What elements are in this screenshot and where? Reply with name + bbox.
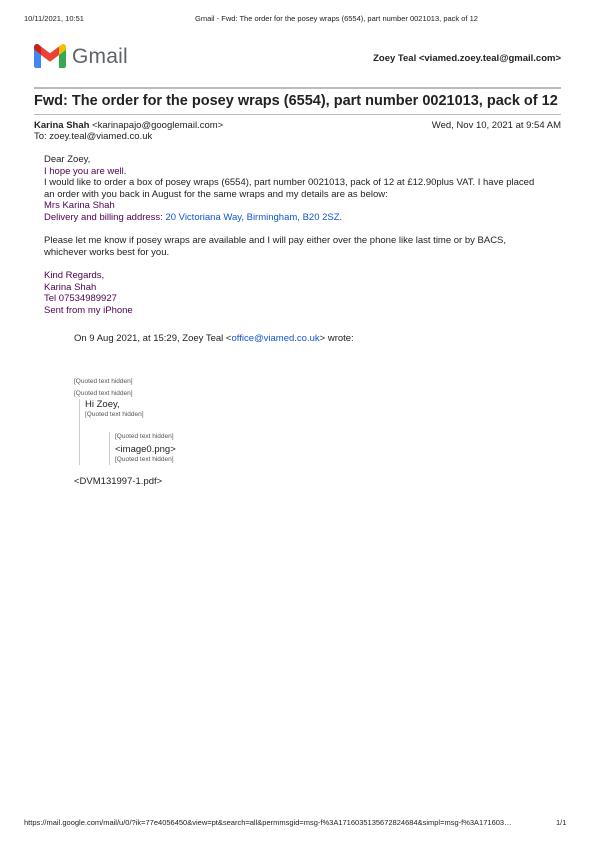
print-footer-page: 1/1 bbox=[556, 818, 567, 827]
quote-bar-outer bbox=[79, 399, 80, 465]
address-city-link[interactable]: Birmingham bbox=[246, 211, 298, 223]
address-label: Delivery and billing address: bbox=[44, 211, 166, 223]
quote-bar-inner bbox=[109, 432, 110, 465]
customer-name: Mrs Karina Shah bbox=[44, 200, 115, 212]
print-page-title: Gmail - Fwd: The order for the posey wraps (6554), part number 0021013, pack of 12 bbox=[195, 14, 478, 23]
quoted-text-hidden-toggle[interactable]: [Quoted text hidden] bbox=[85, 411, 144, 418]
greeting: Dear Zoey, bbox=[44, 154, 91, 165]
address-postcode-link[interactable]: B20 2SZ bbox=[302, 211, 340, 223]
gmail-logo-icon bbox=[34, 44, 66, 68]
email-subject: Fwd: The order for the posey wraps (6554), part number 0021013, pack of 12 bbox=[34, 93, 558, 109]
sender-name: Karina Shah bbox=[34, 120, 90, 131]
recipient-line: To: zoey.teal@viamed.co.uk bbox=[34, 131, 153, 142]
pdf-attachment: <DVM131997-1.pdf> bbox=[74, 476, 163, 487]
print-datetime: 10/11/2021, 10:51 bbox=[24, 14, 84, 23]
hope-line: I hope you are well. bbox=[44, 165, 127, 177]
body-line-2: an order with you back in August for the same wraps and my details are as below: bbox=[44, 188, 388, 200]
attribution-email-link[interactable]: office@viamed.co.uk bbox=[231, 333, 320, 344]
quoted-text-hidden-toggle[interactable]: [Quoted text hidden] bbox=[74, 390, 133, 397]
email-date: Wed, Nov 10, 2021 at 9:54 AM bbox=[431, 120, 561, 131]
quoted-text-hidden-toggle[interactable]: [Quoted text hidden] bbox=[115, 456, 174, 463]
attribution-prefix: On 9 Aug 2021, at 15:29, Zoey Teal < bbox=[74, 333, 232, 344]
attribution-suffix: > wrote: bbox=[319, 333, 354, 344]
quoted-text-hidden-toggle[interactable]: [Quoted text hidden] bbox=[74, 378, 133, 385]
signature-name: Karina Shah bbox=[44, 281, 97, 293]
quoted-greeting: Hi Zoey, bbox=[85, 399, 120, 410]
print-footer-url: https://mail.google.com/mail/u/0/?ik=77e4056450&view=pt&search=all&permmsgid=msg-f%3A1716035135672824684&simpl=msg-f%3A171603… bbox=[24, 818, 512, 827]
quoted-text-hidden-toggle[interactable]: [Quoted text hidden] bbox=[115, 433, 174, 440]
sender-line bbox=[34, 120, 223, 131]
address-line bbox=[44, 212, 534, 224]
signature-sent-from: Sent from my iPhone bbox=[44, 304, 133, 316]
address-sep-1: , bbox=[241, 211, 247, 223]
header-divider bbox=[34, 87, 561, 89]
para2-line-2: whichever works best for you. bbox=[44, 246, 170, 258]
signature-tel: Tel 07534989927 bbox=[44, 293, 117, 305]
subject-divider bbox=[34, 114, 561, 115]
quoted-attribution bbox=[74, 333, 354, 345]
address-sep-2: , bbox=[297, 211, 303, 223]
quoted-image-attachment: <image0.png> bbox=[115, 444, 176, 455]
signature-regards: Kind Regards, bbox=[44, 269, 105, 281]
address-street-link[interactable]: 20 Victoriana Way bbox=[165, 211, 242, 223]
sender-email: <karinapajo@googlemail.com> bbox=[92, 120, 224, 131]
account-label: Zoey Teal <viamed.zoey.teal@gmail.com> bbox=[373, 53, 561, 64]
email-body bbox=[44, 154, 534, 316]
body-line-1: I would like to order a box of posey wraps (6554), part number 0021013, pack of 12 at £12.90plus VAT. I have placed bbox=[44, 177, 535, 189]
gmail-wordmark: Gmail bbox=[72, 45, 128, 68]
address-end: . bbox=[339, 211, 343, 223]
para2-line-1: Please let me know if posey wraps are available and I will pay either over the phone like last time or by BACS, bbox=[44, 235, 507, 247]
